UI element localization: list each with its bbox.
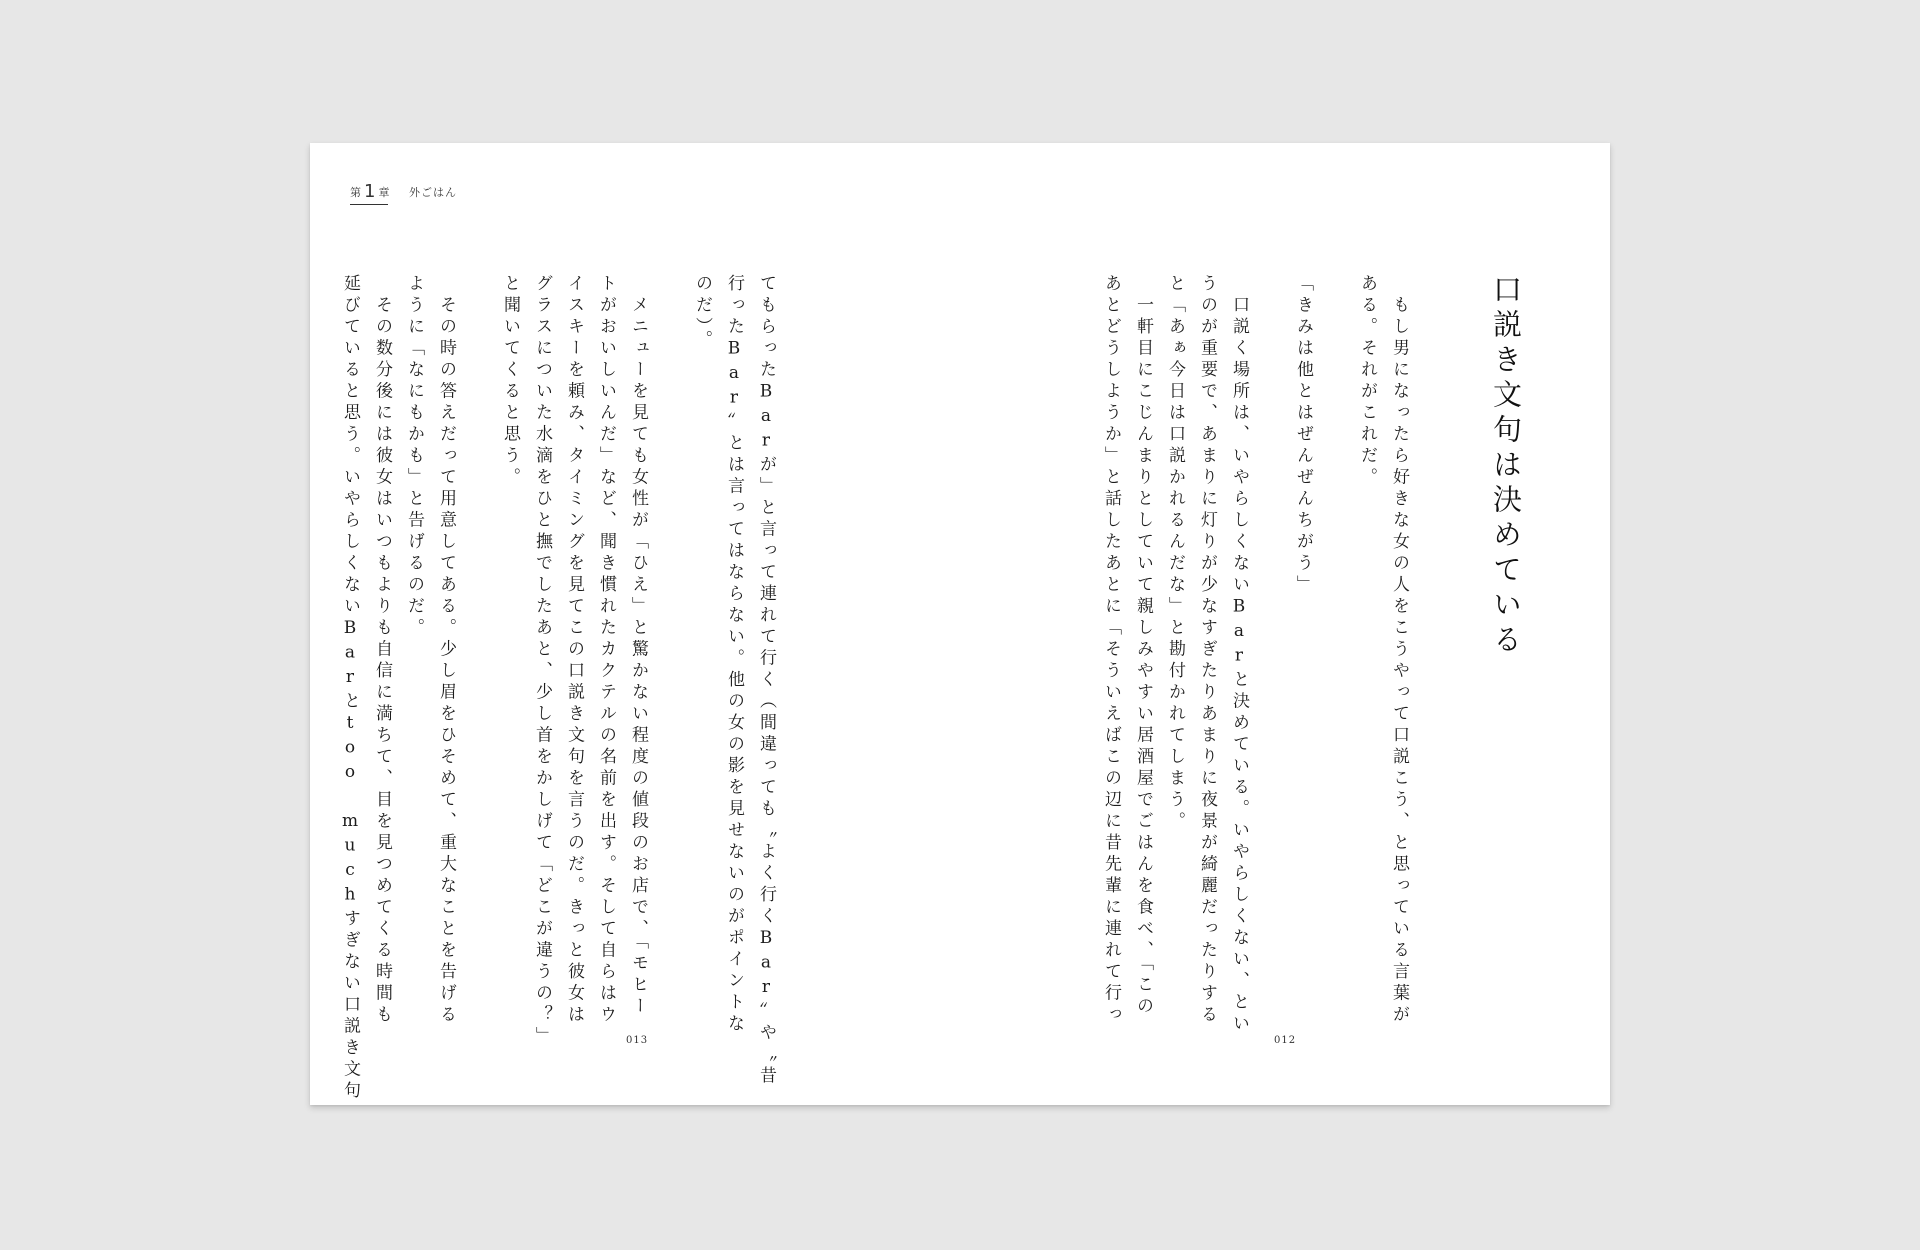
chapter-suffix: 章 bbox=[378, 186, 391, 199]
article-title: 口説き文句は決めている bbox=[1489, 274, 1523, 659]
chapter-underline bbox=[350, 204, 388, 205]
body-line: もし男になったら好きな女の人をこうやって口説こう、と思っている言葉が bbox=[1389, 274, 1409, 1027]
body-line: 「きみは他とはぜんぜんちがう」 bbox=[1293, 274, 1313, 597]
body-line: メニューを見ても女性が「ひえ」と驚かない程度の値段のお店で、「モヒー bbox=[628, 274, 648, 1018]
body-line: のだ）。 bbox=[692, 274, 712, 352]
body-line: あとどうしようか」と話したあとに「そういえばこの辺に昔先輩に連れて行っ bbox=[1101, 274, 1121, 1027]
line-gap bbox=[654, 274, 686, 954]
right-page-body bbox=[1055, 274, 1415, 1036]
chapter-number: 1 bbox=[364, 181, 377, 202]
body-line: 口説く場所は、いやらしくないBarと決めている。いやらしくない、とい bbox=[1229, 274, 1249, 1036]
page-number-left: 013 bbox=[626, 1035, 649, 1046]
body-line: トがおいしいんだ」など、聞き慣れたカクテルの名前を出す。そして自らはウ bbox=[596, 274, 616, 1027]
book-spread bbox=[310, 143, 1610, 1105]
body-line: ように「なにもかも」と告げるのだ。 bbox=[404, 274, 424, 640]
body-line: イスキーを頼み、タイミングを見てこの口説き文句を言うのだ。きっと彼女は bbox=[564, 274, 584, 1027]
line-gap bbox=[462, 274, 494, 954]
body-line: グラスについた水滴をひと撫でしたあと、少し首をかしげて「どこが違うの？」 bbox=[532, 274, 552, 1048]
body-line: と「あぁ今日は口説かれるんだな」と勘付かれてしまう。 bbox=[1165, 274, 1185, 833]
body-line: てもらったBarが」と言って連れて行く（間違っても〝よく行くBar〟や〝昔 bbox=[756, 274, 776, 1088]
body-line: 延びていると思う。いやらしくないBarとtoo muchすぎない口説き文句 bbox=[340, 274, 360, 1103]
page-number-right: 012 bbox=[1274, 1035, 1297, 1046]
running-head bbox=[350, 180, 457, 201]
body-line: うのが重要で、あまりに灯りが少なすぎたりあまりに夜景が綺麗だったりする bbox=[1197, 274, 1217, 1027]
body-line: 一軒目にこじんまりとしていて親しみやすい居酒屋でごはんを食べ、「この bbox=[1133, 274, 1153, 1018]
line-gap bbox=[1319, 274, 1351, 954]
body-line: 行ったBar〟とは言ってはならない。他の女の影を見せないのがポイントな bbox=[724, 274, 744, 1036]
body-line: ある。それがこれだ。 bbox=[1357, 274, 1377, 489]
body-line: その数分後には彼女はいつもよりも自信に満ちて、目を見つめてくる時間も bbox=[372, 274, 392, 1027]
body-line: その時の答えだって用意してある。少し眉をひそめて、重大なことを告げる bbox=[436, 274, 456, 1027]
body-line: と聞いてくると思う。 bbox=[500, 274, 520, 489]
chapter-prefix: 第 bbox=[350, 186, 362, 199]
line-gap bbox=[1255, 274, 1287, 954]
section-title: 外ごはん bbox=[408, 186, 457, 199]
